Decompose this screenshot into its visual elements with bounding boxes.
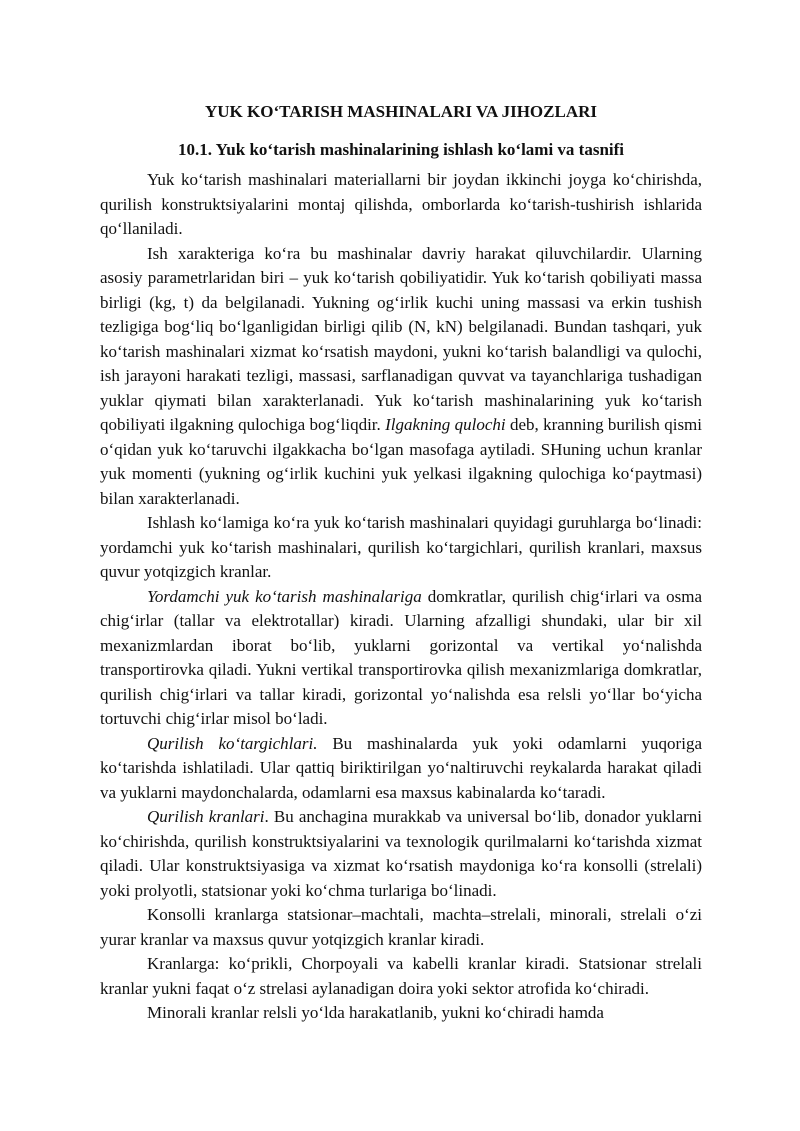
paragraph-text: deb, kranning burilish qismi o‘qidan yuk ko‘taruvchi ilgakkacha bo‘lgan masofaga aytiladi. SHuning uchun kranlar yuk momenti (yukning og‘irlik kuchini yuk yelkasi ilgakning qulochiga ko‘paytmasi) bilan xarakterlanadi.	[100, 415, 702, 508]
paragraph-text: Ish xarakteriga ko‘ra bu mashinalar davriy harakat qiluvchilardir. Ularning asosiy parametrlaridan biri – yuk ko‘tarish qobiliyatidir. Yuk ko‘tarish qobiliyati massa birligi (kg, t) da belgilanadi. Yukning og‘irlik kuchi uning massasi va erkin tushish tezligiga bog‘liq bo‘lganligidan birligi qilib (N, kN) belgilanadi. Bundan tashqari, yuk ko‘tarish mashinalari xizmat ko‘rsatish maydoni, yukni ko‘tarish balandligi va qulochi, ish jarayoni harakati tezligi, massasi, sarflanadigan quvvat va tayanchlariga tushadigan yuklar qiymati bilan xarakterlanadi. Yuk ko‘tarish mashinalarining yuk ko‘tarish qobiliyati ilgakning qulochiga bog‘liqdir.	[100, 243, 702, 434]
section-title: 10.1. Yuk ko‘tarish mashinalarining ishlash ko‘lami va tasnifi	[177, 140, 625, 159]
paragraph-text: Kranlarga: ko‘prikli, Chorpoyali va kabelli kranlar kiradi. Statsionar strelali kranlar yukni faqat o‘z strelasi aylanadigan doira yoki sektor atrofida ko‘chiradi.	[100, 954, 702, 998]
paragraph	[100, 952, 702, 1001]
paragraph-text: Bu mashinalarda yuk yoki odamlarni yuqoriga ko‘tarishda ishlatiladi. Ular qattiq biriktirilgan yo‘naltiruvchi reykalarda harakat qiladi va yuklarni maydonchalarda, odamlarni esa maxsus kabinalarda ko‘taradi.	[100, 733, 702, 802]
paragraph	[100, 732, 702, 806]
paragraph-text: Minorali kranlar relsli yo‘lda harakatlanib, yukni ko‘chiradi hamda	[147, 1003, 604, 1022]
paragraph	[100, 805, 702, 903]
italic-term: Qurilish kranlari	[147, 807, 265, 826]
paragraph-text: Konsolli kranlarga statsionar–machtali, machta–strelali, minorali, strelali o‘zi yurar kranlar va maxsus quvur yotqizgich kranlar kiradi.	[100, 905, 702, 949]
paragraph	[100, 242, 702, 512]
paragraph	[100, 903, 702, 952]
paragraph-text: domkratlar, qurilish chig‘irlari va osma chig‘irlar (tallar va elektrotallar) kiradi. Ularning afzalligi shundaki, ular bir xil mexanizmlardan iborat bo‘lib, yuklarni gorizontal va vertikal yo‘nalishda transportirovka qiladi. Yukni vertikal transportirovka qilish mexanizmlariga domkratlar, qurilish chig‘irlari va tallar kiradi, gorizontal yo‘nalishda esa relsli yo‘llar bo‘yicha tortuvchi chig‘irlar misol bo‘ladi.	[100, 586, 703, 728]
paragraph	[100, 511, 702, 585]
paragraph-text: . Bu anchagina murakkab va universal bo‘lib, donador yuklarni ko‘chirishda, qurilish konstruktsiyalarini va texnologik qurilmalarni ko‘tarishda xizmat qiladi. Ular konstruktsiyasiga va xizmat ko‘rsatish maydoniga ko‘ra konsolli (strelali) yoki prolyotli, statsionar yoki ko‘chma turlariga bo‘linadi.	[100, 807, 703, 900]
document-title: YUK KO‘TARISH MASHINALARI VA JIHOZLARI	[204, 102, 597, 121]
paragraph-text: Ishlash ko‘lamiga ko‘ra yuk ko‘tarish mashinalari quyidagi guruhlarga bo‘linadi: yordamchi yuk ko‘tarish mashinalari, qurilish ko‘targichlari, qurilish kranlari, maxsus quvur yotqizgich kranlar.	[100, 513, 702, 581]
paragraph	[100, 1001, 702, 1026]
paragraph	[100, 585, 702, 732]
document-page	[100, 100, 702, 1026]
italic-term: Qurilish ko‘targichlari.	[147, 733, 318, 753]
italic-term: Yordamchi yuk ko‘tarish mashinalariga	[147, 586, 422, 606]
paragraph-text: Yuk ko‘tarish mashinalari materiallarni bir joydan ikkinchi joyga ko‘chirishda, qurilish konstruktsiyalarini montaj qilishda, omborlarda ko‘tarish-tushirish ishlarida qo‘llaniladi.	[100, 170, 702, 238]
paragraph	[100, 168, 702, 242]
italic-term: Ilgakning qulochi	[385, 415, 506, 434]
